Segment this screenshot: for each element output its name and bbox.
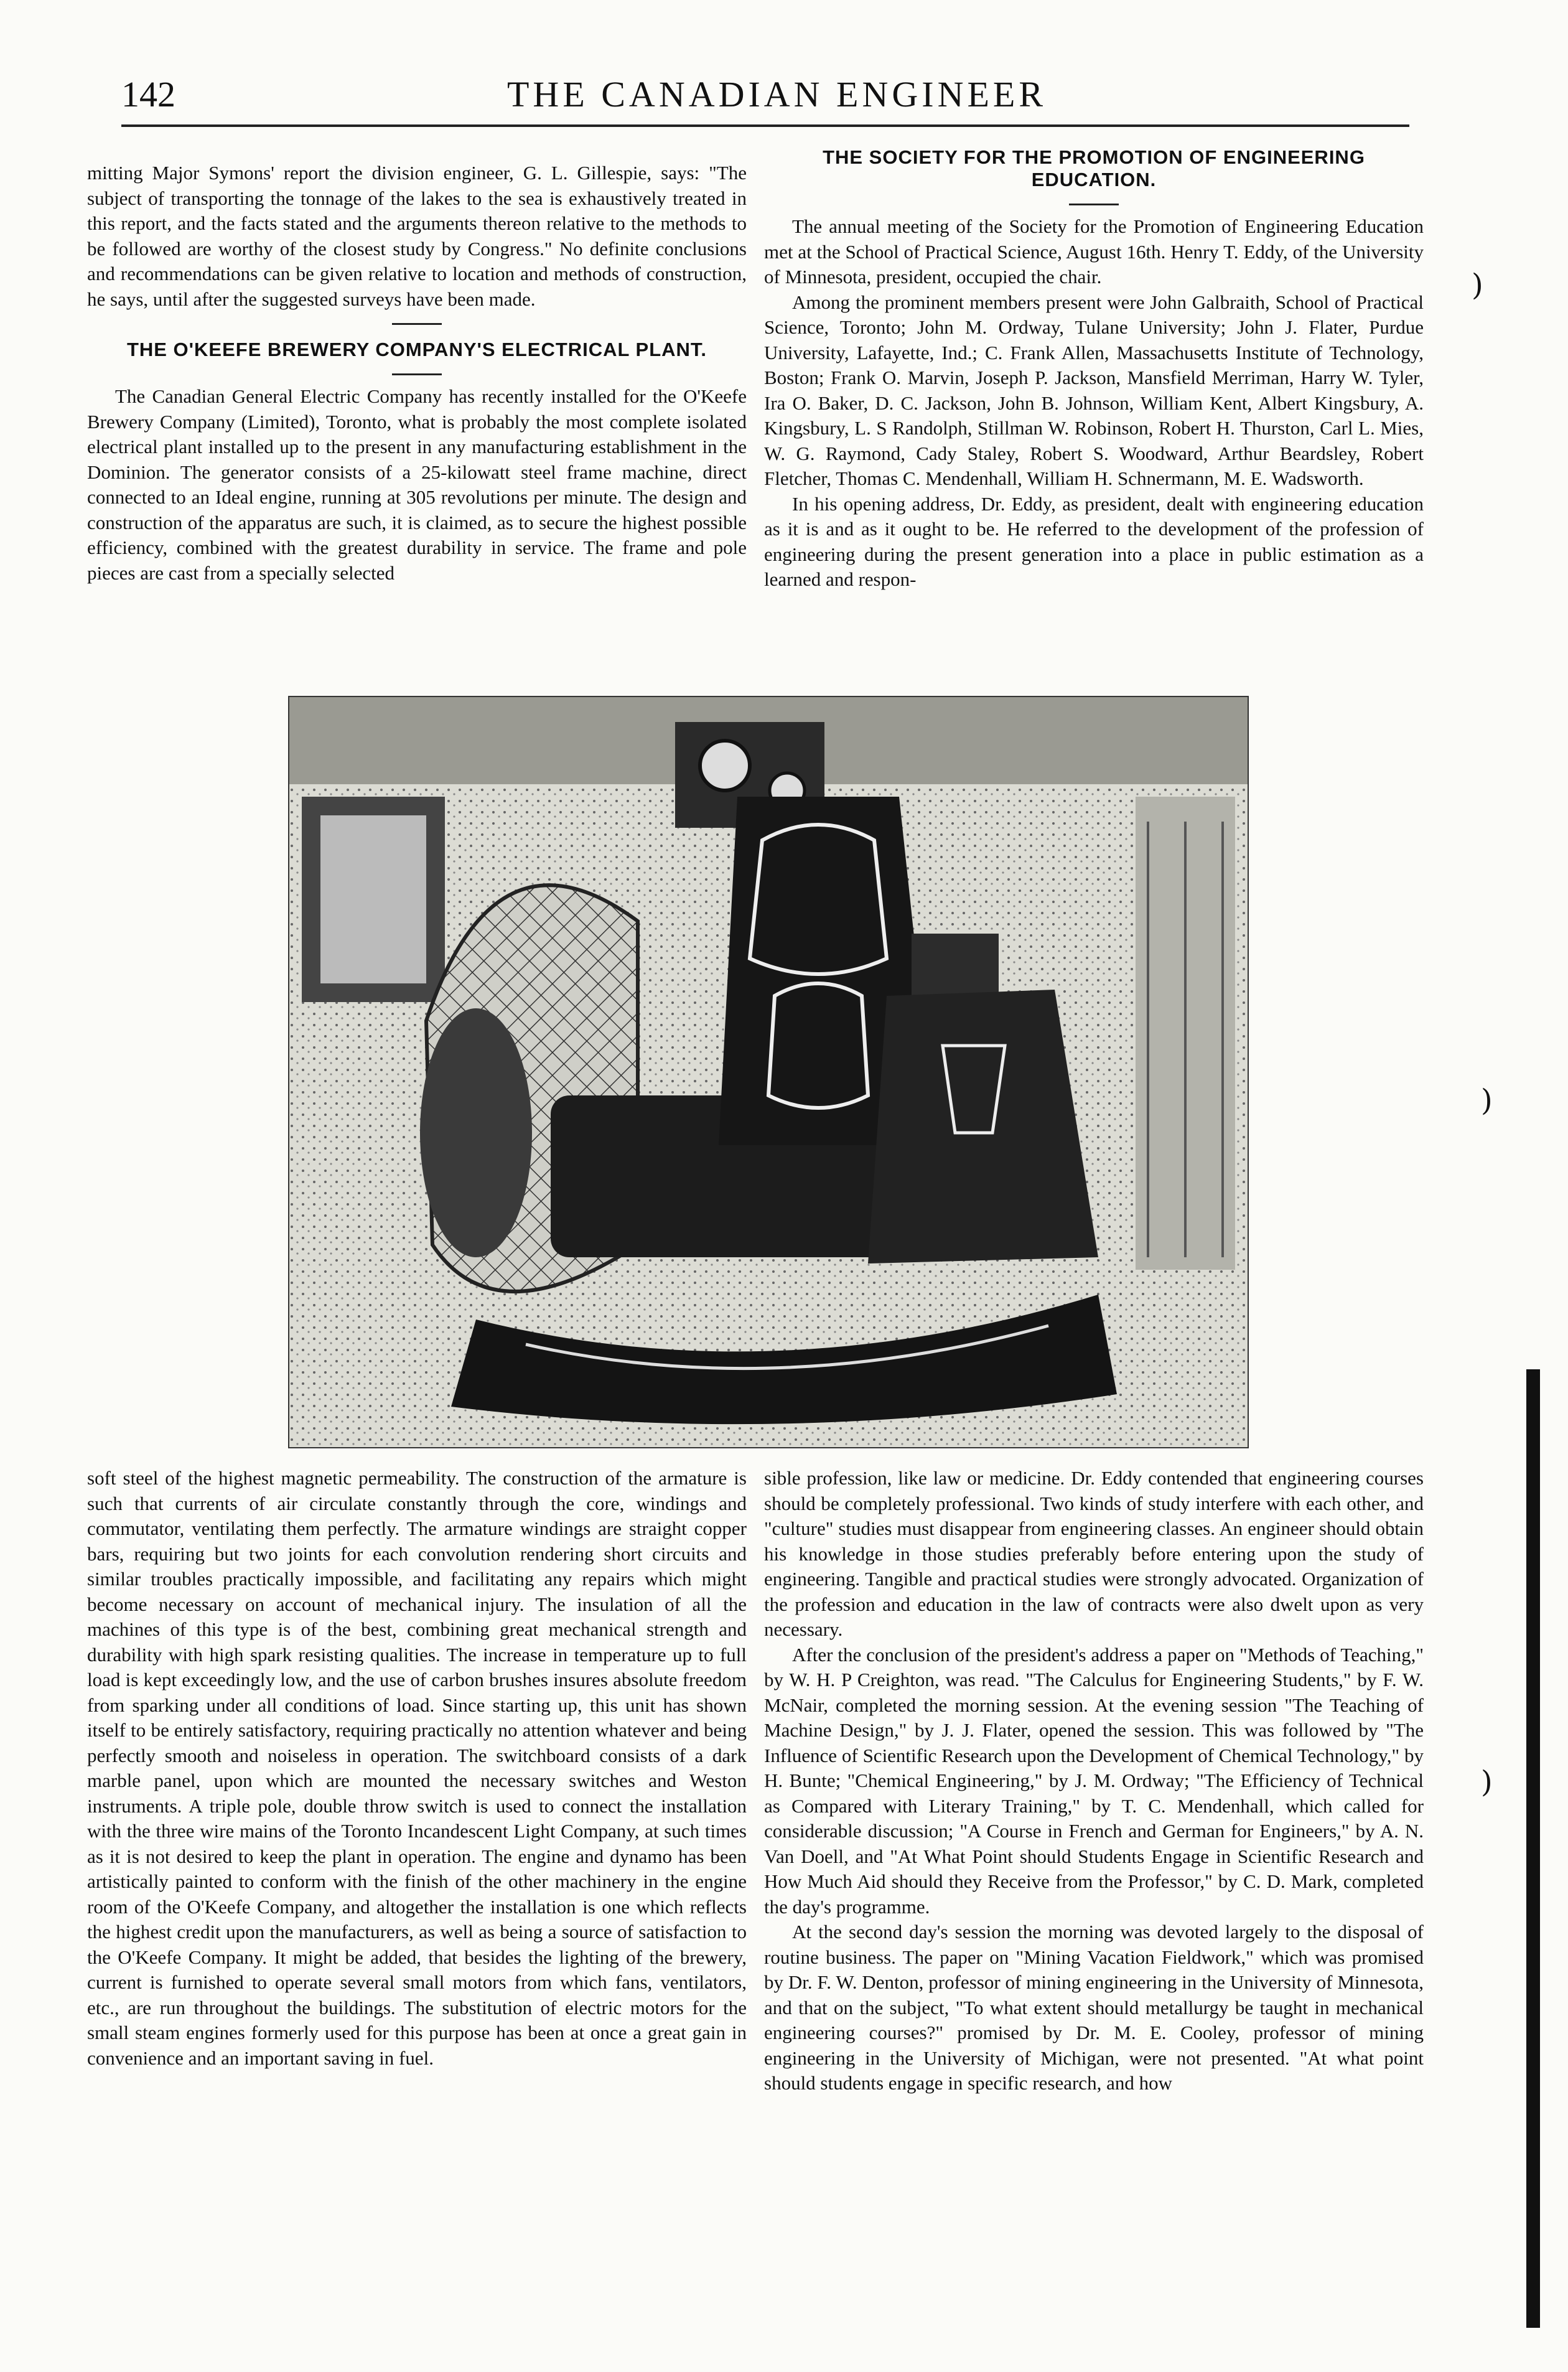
- members-paragraph: Among the prominent members present were John Galbraith, School of Practical Science, Toronto; John M. Ordway, Tulane University; John J. Flater, Purdue University, Lafayette, Ind.; C. Frank Allen, Massachusetts Institute of Technology, Boston; Frank O. Marvin, Joseph P. Jackson, Mansfield Merriman, Harry W. Tyler, Ira O. Baker, D. C. Jackson, John B. Johnson, William Kent, Albert Kingsbury, A. Kingsbury, L. S Randolph, Stillman W. Robinson, Robert H. Thurston, Carl L. Mies, W. G. Raymond, Cady Staley, Robert S. Woodward, Arthur Beardsley, Robert Fletcher, Thomas C. Mendenhall, William H. Schnermann, M. E. Wadsworth.: [764, 291, 1424, 489]
- page-header: [121, 73, 1409, 123]
- running-title: THE CANADIAN ENGINEER: [507, 74, 1047, 115]
- margin-bracket-mark: ): [1481, 1765, 1493, 1799]
- society-meeting-paragraph: The annual meeting of the Society for the Promotion of Engineering Education met at the School of Practical Science, August 16th. Henry T. Eddy, of the University of Minnesota, president, occupied the chair.: [764, 215, 1424, 288]
- left-column-bottom: [87, 1466, 747, 2172]
- eddy-contention-paragraph: sible profession, like law or medicine. Dr. Eddy contended that engineering courses should be completely professional. Two kinds of study interfere with each other, and "culture" studies must disappear from engineering classes. An engineer should obtain his knowledge in those studies preferably before entering upon the study of engineering. Tangible and practical studies were strongly advocated. Organization of the profession and education in the law of contracts were also dwelt upon as very necessary.: [764, 1467, 1424, 1640]
- section-divider: [392, 323, 442, 325]
- right-column-bottom: [764, 1466, 1424, 2200]
- okeefe-intro-paragraph: The Canadian General Electric Company has recently installed for the O'Keefe Brewery Company (Limited), Toronto, what is probably the most complete isolated electrical plant installed up to the present in any manufacturing establishment in the Dominion. The generator consists of a 25-kilowatt steel frame machine, direct connected to an Ideal engine, running at 305 revolutions per minute. The design and construction of the apparatus are such, it is claimed, as to secure the highest possible efficiency, combined with the greatest durability in service. The frame and pole pieces are cast from a specially selected: [87, 385, 747, 584]
- second-day-paragraph: At the second day's session the morning was devoted largely to the disposal of routine business. The paper on "Mining Vacation Fieldwork," which was promised by Dr. F. W. Denton, professor of mining engineering in the University of Minnesota, and that on the subject, "To what extent should metallurgy be taught in mechanical engineering courses?" promised by Dr. M. E. Cooley, professor of mining engineering in the University of Michigan, were not presented. "At what point should students engage in specific research, and how: [764, 1921, 1424, 2094]
- gillespie-paragraph: mitting Major Symons' report the division engineer, G. L. Gillespie, says: "The subject of transporting the tonnage of the lakes to the sea is exhaustively treated in this report, and the facts stated and the arguments thereon relative to the methods to be followed are worthy of the closest study by Congress." No definite conclusions and recommendations can be given relative to location and methods of construction, he says, until after the suggested surveys have been made.: [87, 162, 747, 310]
- armature-paragraph: soft steel of the highest magnetic permeability. The construction of the armature is such that currents of air circulate constantly through the core, windings and commutator, ventilating them perfectly. The armature windings are straight copper bars, requiring but two joints for each convolution rendering short circuits and similar troubles practically impossible, and facilitating any repairs which might become necessary on account of mechanical injury. The insulation of all the machines of this type is of the best, combining great mechanical strength and durability with high spark resisting qualities. The increase in temperature up to full load is kept exceedingly low, and the use of carbon brushes insures absolute freedom from sparking under all conditions of load. Since starting up, this unit has shown itself to be entirely satisfactory, requiring practically no attention whatever and being perfectly smooth and noiseless in operation. The switchboard consists of a dark marble panel, upon which are mounted the necessary switches and Weston instruments. A triple pole, double throw switch is used to connect the installation with the three wire mains of the Toronto Incandescent Light Company, at such times as it is not desired to keep the plant in operation. The engine and dynamo has been artistically painted to conform with the finish of the other machinery in the engine room of the O'Keefe Company, and altogether the installation is one which reflects the highest credit upon the manufacturers, as well as being a source of satisfaction to the O'Keefe Company. It might be added, that besides the lighting of the brewery, current is furnished to operate several small motors from which fans, ventilators, etc., are run throughout the buildings. The substitution of electric motors for the small steam engines formerly used for this purpose has been at once a great gain in convenience and an important saving in fuel.: [87, 1467, 747, 2069]
- opening-address-paragraph: In his opening address, Dr. Eddy, as president, dealt with engineering education as it is and as it ought to be. He referred to the development of the profession of engineering during the present generation into a place in public estimation as a learned and respon-: [764, 492, 1424, 590]
- okeefe-heading: THE O'KEEFE BREWERY COMPANY'S ELECTRICAL PLANT.: [126, 339, 707, 360]
- page-number: 142: [121, 74, 175, 115]
- margin-bracket-mark: ): [1481, 1083, 1493, 1118]
- margin-bracket-mark: ): [1472, 268, 1483, 302]
- society-heading: THE SOCIETY FOR THE PROMOTION OF ENGINEERING EDUCATION.: [823, 146, 1365, 190]
- right-column-top: [764, 146, 1424, 683]
- left-column-top: [87, 161, 747, 668]
- scan-edge-shadow: [1526, 1369, 1540, 2328]
- heading-underline: [1069, 204, 1119, 205]
- papers-paragraph: After the conclusion of the president's address a paper on "Methods of Teaching," by W. H. P Creighton, was read. "The Calculus for Engineering Students," by F. W. McNair, completed the morning session. At the evening session "The Teaching of Machine Design," by J. J. Flater, opened the session. This was followed by "The Influence of Scientific Research upon the Development of Chemical Technology," by H. Bunte; "Chemical Engineering," by J. M. Ordway; "The Efficiency of Technical as Compared with Literary Training," by T. C. Mendenhall, which called for considerable discussion; "A Course in French and German for Engineers," by A. N. Van Doell, and "At What Point should Students Engage in Scientific Research and How Much Aid should they Receive from the Professor," by C. D. Mark, completed the day's programme.: [764, 1643, 1424, 1918]
- header-rule: [121, 124, 1409, 131]
- heading-underline: [392, 373, 442, 375]
- engine-dynamo-photograph: [288, 696, 1249, 1448]
- engine-dynamo-illustration: [289, 697, 1248, 1447]
